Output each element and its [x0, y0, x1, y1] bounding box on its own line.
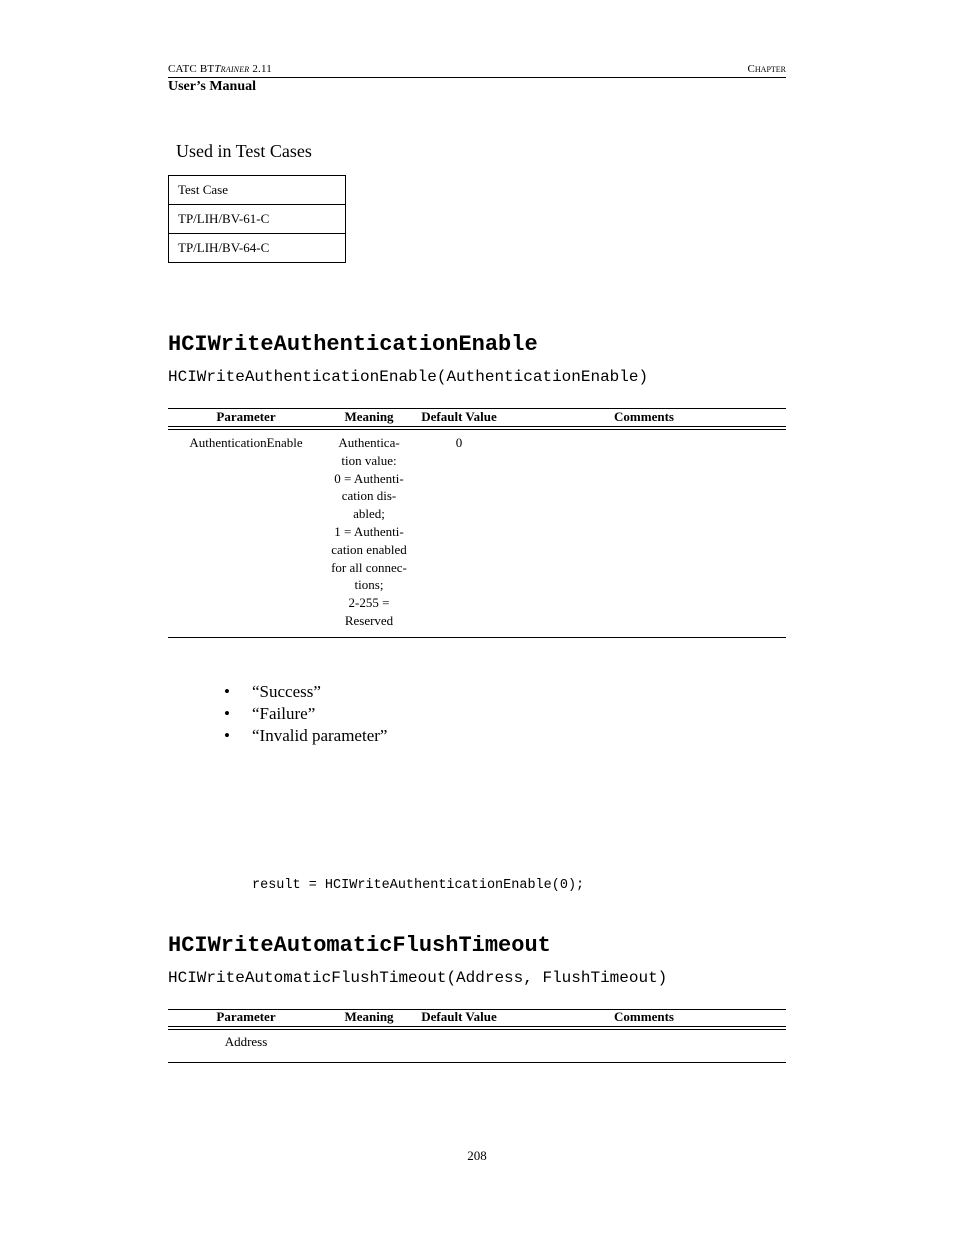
meaning-line: cation dis-	[341, 488, 397, 504]
return-value: “Success”	[252, 682, 321, 701]
meaning-line: 2-255 =	[348, 595, 390, 611]
section-title-flush-timeout: HCIWriteAutomaticFlushTimeout	[168, 933, 551, 958]
parameter-table-auth-enable	[168, 408, 786, 640]
meaning-line: tions;	[354, 577, 384, 593]
test-case-header: Test Case	[169, 176, 346, 205]
column-header-parameter: Parameter	[216, 1009, 276, 1024]
parameter-table-flush-timeout	[168, 1009, 786, 1065]
param-name-cell: Address	[224, 1034, 268, 1049]
code-example: result = HCIWriteAuthenticationEnable(0);	[252, 878, 585, 893]
column-header-comments: Comments	[614, 409, 674, 424]
page-number: 208	[467, 1148, 487, 1163]
table-bottom-rule	[168, 637, 786, 638]
meaning-line: 0 = Authenti-	[334, 470, 404, 486]
header-rule-1	[168, 426, 786, 427]
product-prefix: CATC BT	[168, 63, 215, 75]
running-header-subtitle: User’s Manual	[168, 79, 257, 94]
bullet-icon: •	[224, 682, 230, 701]
table-row	[169, 176, 346, 205]
meaning-line: abled;	[353, 506, 385, 522]
function-signature-flush-timeout: HCIWriteAutomaticFlushTimeout(Address, FlushTimeout)	[168, 969, 668, 987]
table-row	[169, 205, 346, 234]
bullet-icon: •	[224, 704, 230, 723]
param-name-cell: AuthenticationEnable	[189, 435, 303, 450]
column-header-default-value: Default Value	[421, 1009, 497, 1024]
meaning-line: Reserved	[344, 612, 394, 628]
column-header-meaning: Meaning	[344, 1009, 394, 1024]
header-rule-2	[168, 429, 786, 430]
param-meaning-cell	[328, 434, 410, 630]
meaning-line: 1 = Authenti-	[334, 523, 404, 539]
return-values-list	[224, 681, 387, 747]
meaning-line: tion value:	[341, 452, 397, 468]
running-header-chapter: Chapter	[747, 63, 786, 75]
header-rule-2	[168, 1029, 786, 1030]
test-case-cell: TP/LIH/BV-64-C	[169, 234, 346, 263]
header-rule	[168, 77, 786, 78]
return-value: “Failure”	[252, 704, 316, 723]
bullet-icon: •	[224, 726, 230, 745]
product-name-smallcaps: Trainer	[214, 63, 250, 75]
table-row	[169, 234, 346, 263]
product-version: 2.11	[249, 63, 272, 75]
meaning-line: for all connec-	[331, 559, 407, 575]
table-bottom-rule	[168, 1062, 786, 1063]
list-item	[224, 725, 387, 747]
used-in-test-cases-title: Used in Test Cases	[176, 141, 312, 161]
column-header-default-value: Default Value	[421, 409, 497, 424]
column-header-meaning: Meaning	[344, 409, 394, 424]
test-case-cell: TP/LIH/BV-61-C	[169, 205, 346, 234]
list-item	[224, 703, 387, 725]
column-header-comments: Comments	[614, 1009, 674, 1024]
meaning-line: Authentica-	[338, 435, 400, 450]
param-default-cell: 0	[455, 435, 463, 450]
running-header-product	[168, 63, 272, 75]
column-header-parameter: Parameter	[216, 409, 276, 424]
test-case-table	[168, 175, 346, 263]
return-value: “Invalid parameter”	[252, 726, 388, 745]
function-signature-auth-enable: HCIWriteAuthenticationEnable(AuthenticationEnable)	[168, 368, 649, 386]
list-item	[224, 681, 387, 703]
section-title-auth-enable: HCIWriteAuthenticationEnable	[168, 332, 538, 357]
header-rule-1	[168, 1026, 786, 1027]
meaning-line: cation enabled	[331, 541, 407, 557]
